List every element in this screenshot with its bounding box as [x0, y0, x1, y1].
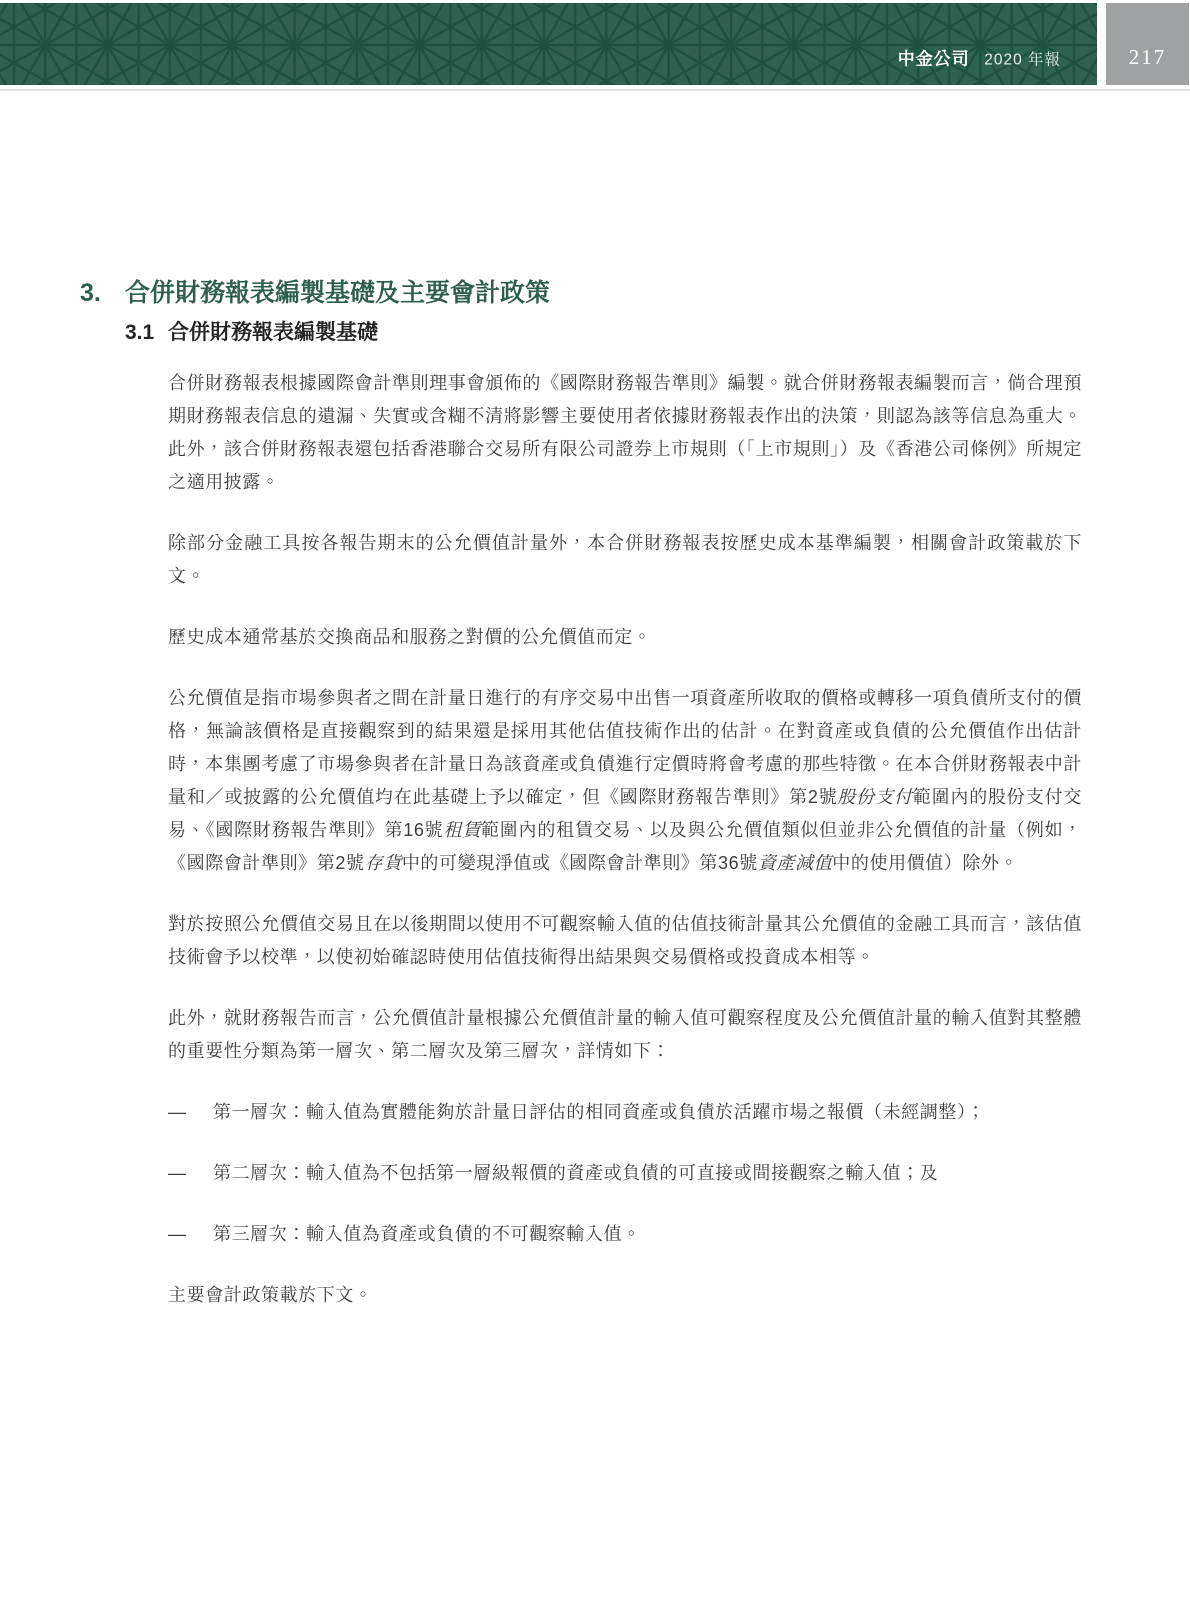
text-segment: 範圍內的租賃交易、以及與公允價值類似但並非公允價值的計量（例如，《國際會計準則》第2號 — [168, 820, 1083, 873]
list-item-level-1 — [168, 1096, 1082, 1129]
paragraph-historical-cost-definition: 歷史成本通常基於交換商品和服務之對價的公允價值而定。 — [168, 627, 652, 647]
paragraph-ifrs-basis: 合併財務報表根據國際會計準則理事會頒佈的《國際財務報告準則》編製。就合併財務報表編製而言，倘合理預期財務報表信息的遺漏、失實或含糊不清將影響主要使用者依據財務報表作出的決策，則認為該等信息為重大。此外，該合併財務報表還包括香港聯合交易所有限公司證券上市規則（「上市規則」）及《香港公司條例》所規定之適用披露。 — [168, 373, 1082, 492]
text-segment: 範圍內的股份支付交易、《國際財務報告準則》第16號 — [168, 787, 1082, 840]
paragraph-valuation-calibration: 對於按照公允價值交易且在以後期間以使用不可觀察輸入值的估值技術計量其公允價值的金融工具而言，該估值技術會予以校準，以使初始確認時使用估值技術得出結果與交易價格或投資成本相等。 — [168, 914, 1082, 967]
header-report-title — [898, 45, 1061, 70]
header-divider — [0, 89, 1190, 91]
paragraph-closing: 主要會計政策載於下文。 — [168, 1285, 373, 1305]
text-segment: 公允價值是指市場參與者之間在計量日進行的有序交易中出售一項資產所收取的價格或轉移一項負債所支付的價格，無論該價格是直接觀察到的結果還是採用其他估值技術作出的估計。在對資產或負債的公允價值作出估計時，本集團考慮了市場參與者在計量日為該資產或負債進行定價時將會考慮的那些特徵。在本合併財務報表中計量和／或披露的公允價值均在此基礎上予以確定，但《國際財務報告準則》第2號 — [168, 688, 1082, 807]
list-item-text: 第三層次：輸入值為資產或負債的不可觀察輸入值。 — [213, 1224, 641, 1244]
italic-term-inventories: 存貨 — [364, 853, 402, 873]
italic-term-leases: 租賃 — [443, 820, 482, 840]
dash-bullet: — — [168, 1224, 187, 1244]
italic-term-impairment-of-assets: 資產減值 — [757, 853, 833, 873]
document-body — [80, 276, 1090, 1312]
text-segment: 中的使用價值）除外。 — [832, 853, 1019, 873]
report-year: 2020 年報 — [984, 51, 1061, 69]
subsection-number: 3.1 — [125, 321, 155, 344]
company-name: 中金公司 — [897, 49, 970, 69]
paragraph-fair-value-definition — [168, 682, 1082, 880]
text-segment: 中的可變現淨值或《國際會計準則》第36號 — [401, 853, 758, 873]
dash-bullet: — — [168, 1102, 187, 1122]
dash-bullet: — — [168, 1163, 187, 1183]
section-number: 3. — [80, 279, 101, 307]
list-item-text: 第一層次：輸入值為實體能夠於計量日評估的相同資產或負債於活躍市場之報價（未經調整）； — [213, 1102, 986, 1122]
page-header-banner — [0, 3, 1097, 85]
subsection-title: 合併財務報表編製基礎 — [168, 321, 378, 344]
page-number: 217 — [1128, 44, 1167, 69]
list-item-level-2 — [168, 1157, 1082, 1190]
paragraph-historical-cost-basis: 除部分金融工具按各報告期末的公允價值計量外，本合併財務報表按歷史成本基準編製，相關會計政策載於下文。 — [168, 533, 1082, 586]
section-title: 合併財務報表編製基礎及主要會計政策 — [125, 279, 551, 307]
list-item-level-3 — [168, 1218, 1082, 1251]
paragraph-fair-value-hierarchy-intro: 此外，就財務報告而言，公允價值計量根據公允價值計量的輸入值可觀察程度及公允價值計量的輸入值對其整體的重要性分類為第一層次、第二層次及第三層次，詳情如下： — [168, 1008, 1082, 1061]
subsection-heading — [125, 318, 1090, 348]
body-text-column — [168, 367, 1082, 1312]
page-number-box — [1106, 3, 1189, 85]
italic-term-share-based-payment: 股份支付 — [837, 787, 913, 807]
section-heading — [80, 276, 1090, 310]
list-item-text: 第二層次：輸入值為不包括第一層級報價的資產或負債的可直接或間接觀察之輸入值；及 — [213, 1163, 939, 1183]
